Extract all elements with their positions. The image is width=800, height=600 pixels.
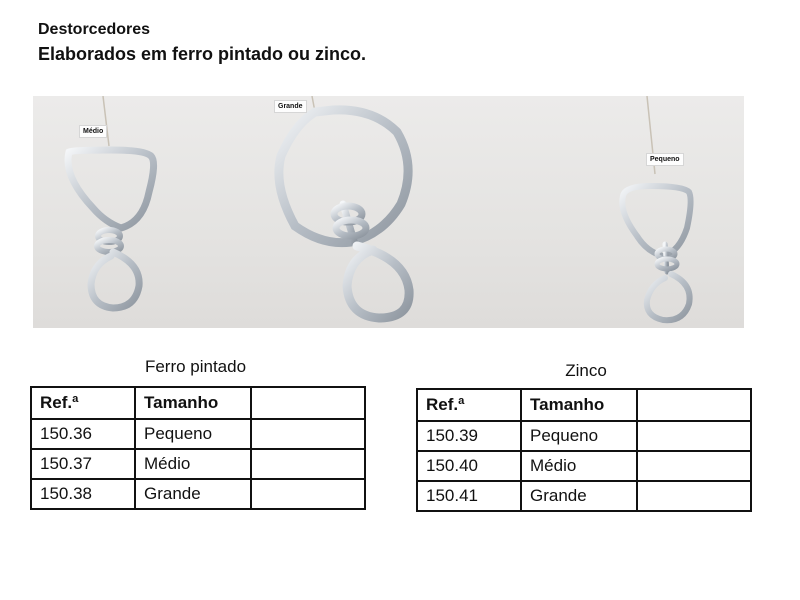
cell-ref: 150.39 — [417, 421, 521, 451]
col-header-tamanho: Tamanho — [135, 387, 251, 419]
col-header-ref: Ref.ª — [417, 389, 521, 421]
swivel-medio — [68, 150, 154, 308]
cell-ref: 150.40 — [417, 451, 521, 481]
cell-tamanho: Médio — [135, 449, 251, 479]
table-row — [417, 421, 751, 451]
ferro-caption: Ferro pintado — [144, 357, 247, 376]
swivels-illustration — [33, 96, 744, 328]
cell-tamanho: Grande — [521, 481, 637, 511]
cell-empty — [637, 451, 751, 481]
cell-ref: 150.36 — [31, 419, 135, 449]
swivel-pequeno — [622, 186, 690, 320]
cell-tamanho: Médio — [521, 451, 637, 481]
col-header-tamanho: Tamanho — [521, 389, 637, 421]
cell-tamanho: Grande — [135, 479, 251, 509]
cell-tamanho: Pequeno — [135, 419, 251, 449]
col-header-empty — [637, 389, 751, 421]
cell-empty — [251, 479, 365, 509]
swivel-grande — [279, 110, 409, 318]
ferro-table — [30, 386, 366, 510]
table-row — [417, 451, 751, 481]
label-pequeno: Pequeno — [646, 153, 684, 166]
cell-empty — [637, 421, 751, 451]
table-row — [31, 479, 365, 509]
col-header-ref: Ref.ª — [31, 387, 135, 419]
page-subtitle: Elaborados em ferro pintado ou zinco. — [38, 44, 367, 64]
zinco-caption: Zinco — [565, 361, 607, 380]
cell-ref: 150.41 — [417, 481, 521, 511]
product-photo — [33, 96, 744, 328]
table-row — [417, 481, 751, 511]
table-row — [31, 449, 365, 479]
cell-empty — [251, 419, 365, 449]
table-header-row — [417, 389, 751, 421]
table-header-row — [31, 387, 365, 419]
cell-tamanho: Pequeno — [521, 421, 637, 451]
cell-ref: 150.38 — [31, 479, 135, 509]
cell-empty — [251, 449, 365, 479]
cell-empty — [637, 481, 751, 511]
cell-ref: 150.37 — [31, 449, 135, 479]
label-medio: Médio — [79, 125, 107, 138]
label-grande: Grande — [274, 100, 307, 113]
col-header-empty — [251, 387, 365, 419]
page-title: Destorcedores — [38, 21, 151, 38]
table-row — [31, 419, 365, 449]
zinco-table — [416, 388, 752, 512]
